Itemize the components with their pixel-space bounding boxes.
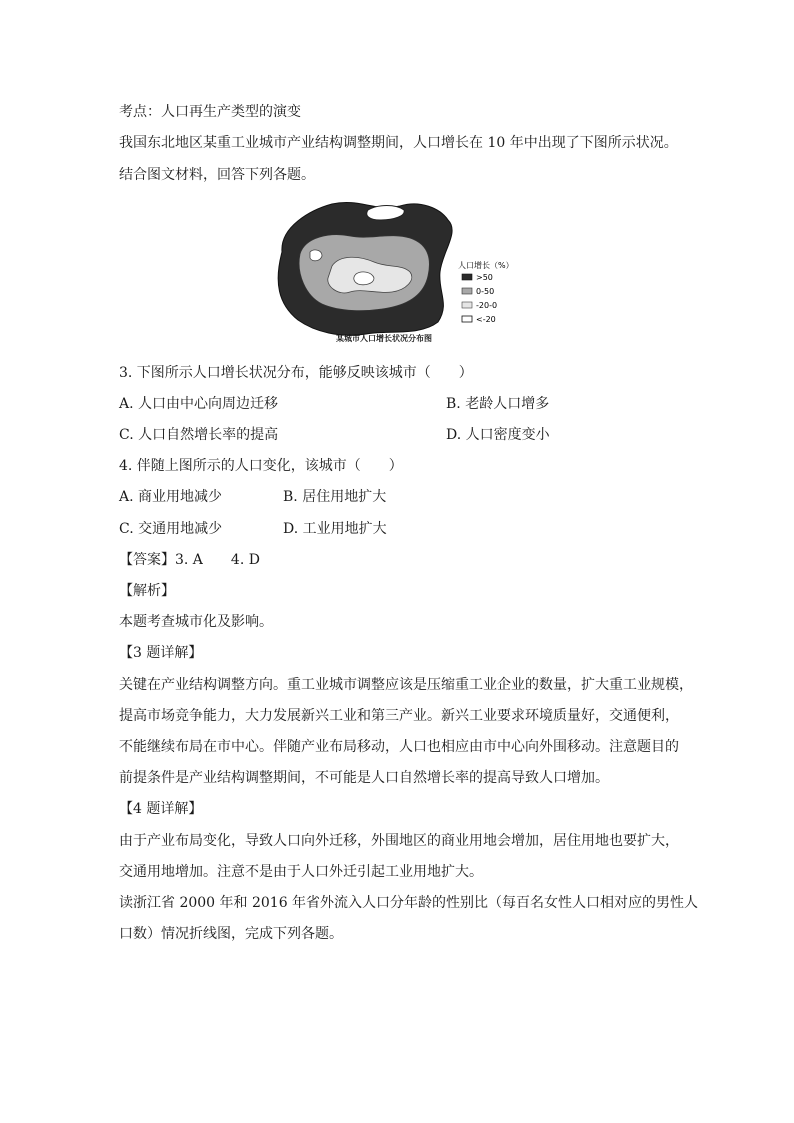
legend-label-mid: 0-50 — [476, 287, 495, 296]
q4-option-d: D. 工业用地扩大 — [283, 521, 387, 537]
zone-negative-core — [354, 272, 374, 285]
next-intro-line-2: 口数）情况折线图，完成下列各题。 — [119, 926, 343, 942]
q4-stem: 4. 伴随上图所示的人口变化，该城市（ ） — [119, 458, 403, 474]
legend-swatch-high — [462, 274, 472, 280]
population-growth-map — [270, 192, 530, 352]
detail-3-line-4: 前提条件是产业结构调整期间，不可能是人口自然增长率的提高导致人口增加。 — [119, 770, 609, 786]
legend-label-negative: <-20 — [476, 315, 496, 324]
q4-option-a: A. 商业用地减少 — [119, 489, 223, 505]
detail-4-heading: 【4 题详解】 — [119, 801, 203, 817]
detail-3-line-3: 不能继续布局在市中心。伴随产业布局移动，人口也相应由市中心向外围移动。注意题目的 — [119, 739, 679, 755]
legend-swatch-mid — [462, 288, 472, 294]
detail-3-heading: 【3 题详解】 — [119, 645, 203, 661]
analysis-heading: 【解析】 — [119, 583, 175, 599]
q3-option-b: B. 老龄人口增多 — [446, 396, 550, 412]
detail-4-line-2: 交通用地增加。注意不是由于人口外迁引起工业用地扩大。 — [119, 864, 483, 880]
analysis-text: 本题考查城市化及影响。 — [119, 614, 273, 630]
detail-3-line-2: 提高市场竞争能力，大力发展新兴工业和第三产业。新兴工业要求环境质量好，交通便利， — [119, 708, 679, 724]
q4-option-c: C. 交通用地减少 — [119, 521, 223, 537]
q3-option-a: A. 人口由中心向周边迁移 — [119, 396, 279, 412]
legend-label-low: -20-0 — [476, 301, 498, 310]
intro-line-1: 我国东北地区某重工业城市产业结构调整期间，人口增长在 10 年中出现了下图所示状况。 — [119, 135, 678, 151]
legend-title: 人口增长（%） — [458, 261, 514, 270]
q3-option-c: C. 人口自然增长率的提高 — [119, 427, 279, 443]
topic-header: 考点：人口再生产类型的演变 — [119, 104, 301, 120]
q3-stem: 3. 下图所示人口增长状况分布，能够反映该城市（ ） — [119, 365, 473, 381]
detail-4-line-1: 由于产业布局变化，导致人口向外迁移，外围地区的商业用地会增加，居住用地也要扩大， — [119, 833, 679, 849]
legend-label-high: >50 — [476, 273, 493, 282]
zone-negative-west — [310, 250, 322, 261]
figure-caption: 某城市人口增长状况分布图 — [336, 334, 432, 343]
detail-3-line-1: 关键在产业结构调整方向。重工业城市调整应该是压缩重工业企业的数量，扩大重工业规模， — [119, 677, 693, 693]
answer-line: 【答案】3. A 4. D — [119, 552, 260, 568]
intro-line-2: 结合图文材料，回答下列各题。 — [119, 167, 315, 183]
next-intro-line-1: 读浙江省 2000 年和 2016 年省外流入人口分年龄的性别比（每百名女性人口相对应的男性人 — [119, 895, 699, 911]
legend-swatch-negative — [462, 316, 472, 322]
q3-option-d: D. 人口密度变小 — [446, 427, 550, 443]
map-svg — [270, 192, 530, 352]
q4-option-b: B. 居住用地扩大 — [283, 489, 387, 505]
legend-swatch-low — [462, 302, 472, 308]
